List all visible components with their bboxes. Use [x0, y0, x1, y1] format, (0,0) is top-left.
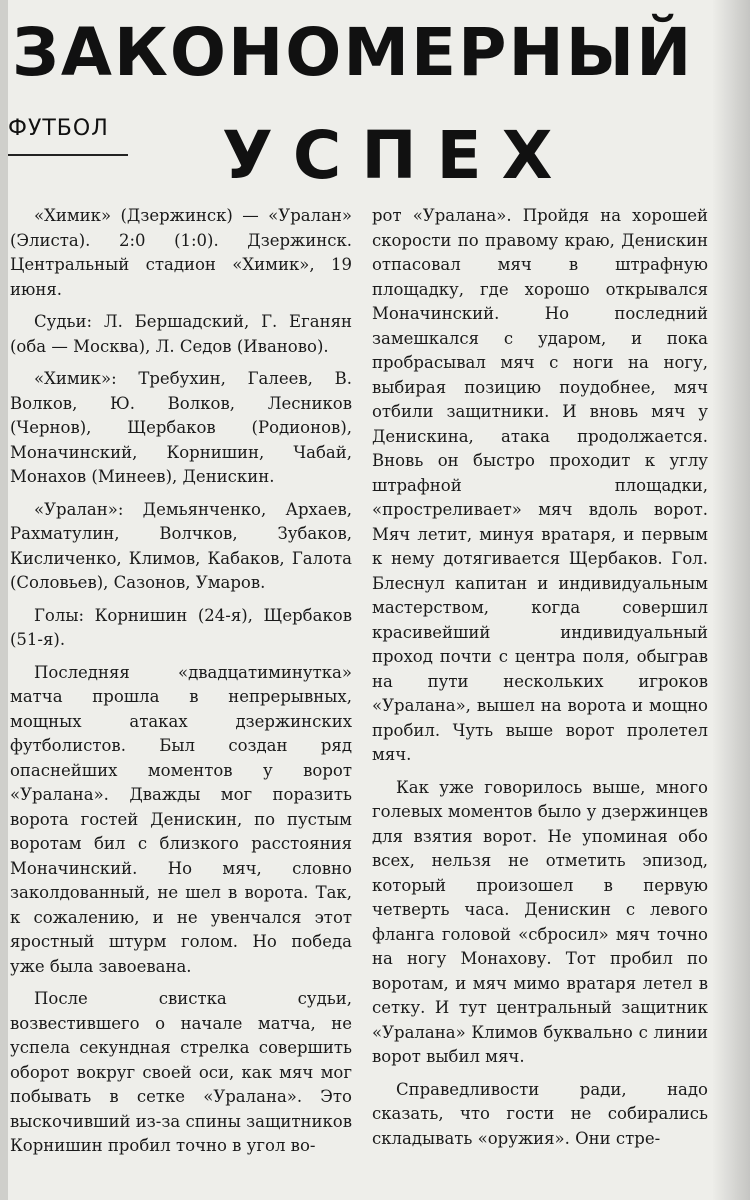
neighbor-article-bleed — [712, 0, 750, 1200]
article-paragraph: рот «Уралана». Пройдя на хорошей скорости по правому краю, Денискин отпасовал мяч в штрафную площадку, где хорошо открывался Моначинский. Но последний замешкался с ударом, и пока пробрасывал мяч с ноги на ногу, выбирая позицию поудобнее, мяч отбили защитники. И вновь мяч у Денискина, атака продолжается. Вновь он быстро проходит к углу штрафной площадки, «простреливает» мяч вдоль ворот. Мяч летит, минуя вратаря, и первым к нему дотягивается Щербаков. Гол. Блеснул капитан и индивидуальным мастерством, когда совершил красивейший индивидуальный проход почти с центра поля, обыграв на пути нескольких игроков «Уралана», вышел на ворота и мощно пробил. Чуть выше ворот пролетел мяч. — [372, 206, 708, 764]
uralan-lineup-paragraph: «Уралан»: Демьянченко, Архаев, Рахматулин, Волчков, Зубаков, Кисличенко, Климов, Кабаков, Галота (Соловьев), Сазонов, Умаров. — [10, 499, 352, 592]
match-info-paragraph: «Химик» (Дзержинск) — «Уралан» (Элиста). 2:0 (1:0). Дзержинск. Центральный стадион «Химик», 19 июня. — [10, 206, 352, 299]
article-paragraph: Справедливости ради, надо сказать, что гости не собирались складывать «оружия». Они стре- — [372, 1079, 708, 1148]
headline-line-2: УСПЕХ — [222, 117, 573, 194]
article-paragraph: После свистка судьи, возвестившего о начале матча, не успела секундная стрелка совершить оборот вокруг своей оси, как мяч мог побывать в сетке «Уралана». Это выскочивший из-за спины защитников Корнишин пробил точно в угол во- — [10, 989, 352, 1155]
headline-line-1: ЗАКОНОМЕРНЫЙ — [12, 14, 694, 91]
khimik-lineup-paragraph: «Химик»: Требухин, Галеев, В. Волков, Ю. Волков, Лесников (Чернов), Щербаков (Родионов), Моначинский, Корнишин, Чабай, Монахов (Минеев), Денискин. — [10, 369, 352, 486]
referees-paragraph: Судьи: Л. Бершадский, Г. Еганян (оба — Москва), Л. Седов (Иваново). — [10, 312, 352, 356]
rubric-label: ФУТБОЛ — [8, 116, 109, 141]
article-paragraph: Последняя «двадцатиминутка» матча прошла в непрерывных, мощных атаках дзержинских футболистов. Был создан ряд опаснейших моментов у ворот «Уралана». Дважды мог поразить ворота гостей Денискин, по пустым воротам бил с близкого расстояния Моначинский. Но мяч, словно заколдованный, не шел в ворота. Так, к сожалению, и не увенчался этот яростный штурм голом. Но победа уже была завоевана. — [10, 662, 352, 976]
article-paragraph: Как уже говорилось выше, много голевых моментов было у дзержинцев для взятия ворот. Не упоминая обо всех, нельзя не отметить эпизод, который произошел в первую четверть часа. Денискин с левого фланга головой «сбросил» мяч точно на ногу Монахову. Тот пробил по воротам, и мяч мимо вратаря летел в сетку. И тут центральный защитник «Уралана» Климов буквально с линии ворот выбил мяч. — [372, 777, 708, 1066]
rubric-divider — [8, 154, 128, 156]
goals-paragraph: Голы: Корнишин (24-я), Щербаков (51-я). — [10, 605, 352, 649]
article-column-left — [10, 204, 352, 1159]
page-edge — [0, 0, 8, 1200]
article-column-right — [372, 204, 708, 1151]
